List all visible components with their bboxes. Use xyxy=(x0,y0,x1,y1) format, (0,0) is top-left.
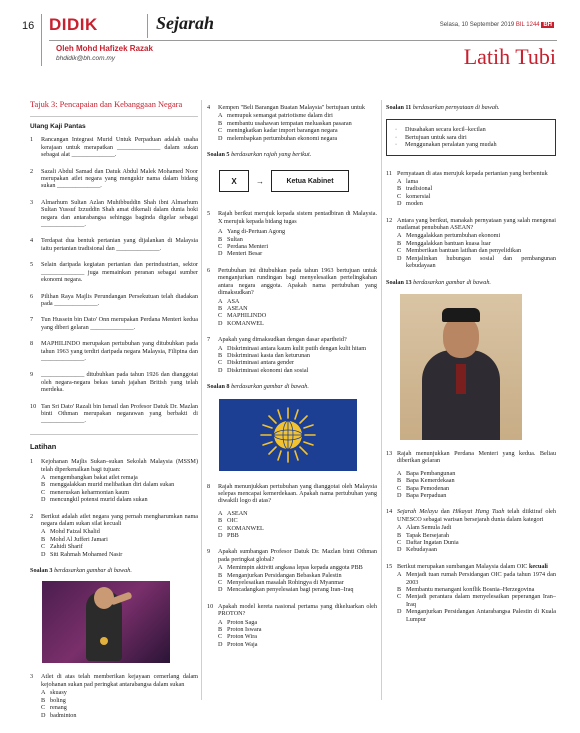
option-d: D Proton Waja xyxy=(218,640,258,648)
column-divider-1 xyxy=(201,100,202,700)
option-d: D Kebudayaan xyxy=(397,546,437,554)
option-a: A skuasy xyxy=(41,689,67,697)
option-b: B Membantu menangani konflik Bosnia–Herzegovina xyxy=(397,586,535,593)
question-text: Rajah menunjukkan pertubuhan yang dianggotai oleh Malaysia selepas mencapai kemerdekaan. Apakah nama pertubuhan yang diwakili logo di atas? xyxy=(218,482,377,505)
topic-title: Tajuk 3: Pencapaian dan Kebanggaan Negara xyxy=(30,100,198,117)
option-c: C Menyelesaikan masalah Rohingya di Myanmar xyxy=(218,579,344,587)
option-c: C Bapa Pemodenan xyxy=(397,484,450,492)
question-text: Sejarah Melayu dan Hikayat Hang Tuah telah diiktiraf oleh UNESCO sebagai warisan bersejarah dunia dalam kategori xyxy=(397,508,557,523)
option-a: A Yang di-Pertuan Agong xyxy=(218,228,286,236)
section-name: DIDIK xyxy=(49,15,98,34)
quick-review-heading: Ulang Kaji Pantas xyxy=(30,123,86,130)
quick-question: 2 Sazali Abdul Samad dan Datuk Abdul Malek Mohamed Noor merupakan atlet negara yang mengukir nama dalam bidang sukan ______________. xyxy=(30,167,198,190)
option-a: A Alam Semula Jadi xyxy=(397,524,452,532)
option-c: C Memberikan bantuan latihan dan penyelidikan xyxy=(397,247,522,255)
option-c: C Daftar Ingatan Dunia xyxy=(397,538,459,546)
column-3 xyxy=(386,104,556,632)
option-b: B membantu usahawan tempatan meluaskan pasaran xyxy=(218,119,352,127)
question-text: Apakah model kereta nasional pertama yang dikeluarkan oleh PROTON? xyxy=(218,602,377,618)
option-b: B Proton Iswara xyxy=(218,626,262,634)
question-text: Berikut adalah atlet negara yang pernah mengharumkan nama negara dalam sukan silat kecuali xyxy=(41,512,198,528)
quick-question: 6 Pilihan Raya Majlis Perundangan Persekutuan telah diadakan pada ______________. xyxy=(30,292,198,307)
diagram-box-ketua-kabinet: Ketua Kabinet xyxy=(271,170,349,192)
question-13: 13 Rajah menunjukkan Perdana Menteri yang kedua. Beliau diberikan gelaran A Bapa Pembangunan B Bapa Kemerdekaan C Bapa Pemodenan D Bapa Perpaduan xyxy=(386,449,556,499)
question-text: Rajah menunjukkan Perdana Menteri yang kedua. Beliau diberikan gelaran xyxy=(397,449,556,465)
option-b: B Diskriminasi kasta dan keturunan xyxy=(218,351,310,359)
cabinet-diagram xyxy=(219,170,377,192)
page-number: 16 xyxy=(22,20,35,32)
option-a: A ASEAN xyxy=(218,509,248,517)
option-c: C renang xyxy=(41,704,67,712)
question-7: 7 Apakah yang dimaksudkan dengan dasar apartheid? A Diskriminasi antara kaum kulit putih dengan kulit hitam B Diskriminasi kasta dan keturunan C Diskriminasi antara gender D Diskriminasi ekonomi dan sosial xyxy=(207,336,377,374)
option-a: A ASA xyxy=(218,297,240,305)
songkok-icon xyxy=(442,308,480,322)
question-text: Berikut merupakan sumbangan Malaysia dalam OIC kecuali xyxy=(397,562,548,570)
question-14: 14 Sejarah Melayu dan Hikayat Hang Tuah telah diiktiraf oleh UNESCO sebagai warisan bersejarah dunia dalam kategori A Alam Semula Jadi B Tapak Bersejarah C Daftar Ingatan Dunia D Kebudayaan xyxy=(386,508,557,554)
column-2 xyxy=(207,104,377,657)
option-c: C Diskriminasi antara gender xyxy=(218,359,295,367)
option-d: D Mencadangkan penyelesaian bagi perang Iran–Iraq xyxy=(218,586,354,594)
option-b: B Sultan xyxy=(218,235,243,243)
question-12: 12 Antara yang berikut, manakah pernyataan yang salah mengenai matlamat penubuhan ASEAN? A Menggalakkan pertumbuhan ekonomi B Menggalakkan bantuan kuasa luar C Memberikan bantuan latihan dan penyelidikan D Menjalinkan hubungan sosial dan pembangunan kebudayaan xyxy=(386,216,556,270)
quick-question: 10 Tan Sri Dato' Razali bin Ismail dan Profesor Datuk Dr. Mazlan binti Othman merupakan negarawan yang berbakti di ______________. xyxy=(30,402,198,425)
option-d: D PBB xyxy=(218,532,239,539)
option-b: B OIC xyxy=(218,517,238,525)
option-a: A Proton Saga xyxy=(218,618,258,626)
author-name: Oleh Mohd Hafizek Razak xyxy=(56,44,153,53)
option-a: A Mohd Faizal Khalid xyxy=(41,528,100,536)
option-a: A lama xyxy=(397,178,419,186)
option-c: C komersial xyxy=(397,192,431,200)
option-c: C MAPHILINDO xyxy=(218,312,267,320)
question-text: Apakah sumbangan Profesor Datuk Dr. Mazlan binti Othman pada peringkat global? xyxy=(218,548,377,563)
question-6: 6 Pertubuhan ini ditubuhkan pada tahun 1963 bertujuan untuk menganjurkan rundingan bagi menyelesaikan pertelingkahan antara negara anggota. Apakah nama pertubuhan yang dimaksudkan? A ASA B ASEAN C MAPHILINDO D KOMANWEL xyxy=(207,266,377,327)
question-9: 9 Apakah sumbangan Profesor Datuk Dr. Mazlan binti Othman pada peringkat global? A Memimpin aktiviti angkasa lepas kepada anggota PBB B Menganjurkan Persidangan Bebaskan Palestin C Menyelesaikan masalah Rohingya di Myanmar D Mencadangkan penyelesaian bagi perang Iran–Iraq xyxy=(207,548,377,594)
statement-item: · Menggunakan peralatan yang mudah xyxy=(395,141,497,149)
quick-question: 1 Rancangan Integrasi Murid Untuk Perpaduan adalah usaha kerajaan untuk merapatkan ______________ dalam sukan sebagai alat ______________. xyxy=(30,136,198,159)
commonwealth-emblem-icon xyxy=(258,405,318,465)
question-11-instruction: Soalan 11 berdasarkan pernyataan di bawah. xyxy=(386,104,500,111)
question-3-instruction: Soalan 3 berdasarkan gambar di bawah. xyxy=(30,567,132,575)
option-c: C Zahidi Sharif xyxy=(41,543,83,551)
subject-title: Sejarah xyxy=(156,13,215,33)
prime-minister-portrait xyxy=(400,294,522,440)
question-text: Rajah berikut merujuk kepada sistem pentadbiran di Malaysia. X merujuk kepada bidang tugas xyxy=(218,210,377,225)
feature-title: Latih Tubi xyxy=(463,44,556,69)
option-b: B Menggalakkan bantuan kuasa luar xyxy=(397,239,491,247)
option-d: D Menteri Besar xyxy=(218,250,263,258)
option-d: D melembapkan pertumbuhan ekonomi negara xyxy=(218,134,338,142)
option-d: D badminton xyxy=(41,711,77,719)
option-c: C Perdana Menteri xyxy=(218,243,269,251)
quick-question: 7 Tun Hussein bin Dato' Onn merupakan Perdana Menteri kedua yang diberi gelaran ______________. xyxy=(30,316,198,331)
dateline xyxy=(440,22,554,28)
question-text: Atlet di atas telah memberikan kejayaan cemerlang dalam kejohanan sukan pad peringkat antarabangsa dalam sukan xyxy=(41,673,198,688)
question-11: 11 Pernyataan di atas merujuk kepada pertanian yang berbentuk A lama B tradisional C komersial D moden xyxy=(386,170,556,208)
page-header xyxy=(0,0,580,68)
question-13-instruction: Soalan 13 berdasarkan gambar di bawah. xyxy=(386,278,491,286)
option-c: C meningkatkan kadar import barangan negara xyxy=(218,127,338,135)
option-d: D Diskriminasi ekonomi dan sosial xyxy=(218,366,309,374)
question-8: 8 Rajah menunjukkan pertubuhan yang dianggotai oleh Malaysia selepas mencapai kemerdekaan. Apakah nama pertubuhan yang diwakili logo di atas? A ASEAN B OIC C KOMANWEL D PBB xyxy=(207,482,377,539)
question-10: 10 Apakah model kereta nasional pertama yang dikeluarkan oleh PROTON? A Proton Saga B Proton Iswara C Proton Wira D Proton Waja xyxy=(207,602,377,648)
statement-item: · Diusahakan secara kecil–kecilan xyxy=(395,126,486,134)
question-1: 1 Kejohanan Majlis Sukan–sukan Sekolah Malaysia (MSSM) telah diperkenalkan bagi tujuan: A mengembangkan bakat atlet remaja B menggalakkan murid melibatkan diri dalam sukan C meneruskan keharmonian kaum D mencungkil potensi murid dalam sukan xyxy=(30,458,198,504)
commonwealth-flag xyxy=(219,399,357,471)
option-d: D moden xyxy=(397,200,423,208)
option-b: B menggalakkan murid melibatkan diri dalam sukan xyxy=(41,481,175,489)
question-text: Kejohanan Majlis Sukan–sukan Sekolah Malaysia (MSSM) telah diperkenalkan bagi tujuan: xyxy=(41,458,198,473)
option-c: C meneruskan keharmonian kaum xyxy=(41,488,130,496)
arrow-right-icon: → xyxy=(256,176,264,186)
question-text: Antara yang berikut, manakah pernyataan yang salah mengenai matlamat penubuhan ASEAN? xyxy=(397,216,556,232)
option-d: D Siti Rahmah Mohamed Nasir xyxy=(41,550,123,558)
author-email: bhdidik@bh.com.my xyxy=(56,55,115,62)
date-text: Selasa, 10 September 2019 xyxy=(439,22,515,28)
statement-item: · Bertujuan untuk sara diri xyxy=(395,133,467,141)
option-a: A mengembangkan bakat atlet remaja xyxy=(41,474,138,481)
quick-question: 9 ______________ ditubuhkan pada tahun 1926 dan dianggotai oleh negara-negara bekas tanah jajahan British yang telah merdeka. xyxy=(30,371,198,394)
option-d: D mencungkil potensi murid dalam sukan xyxy=(41,496,148,504)
option-b: B tradisional xyxy=(397,185,433,193)
question-text: Kempen "Beli Barangan Buatan Malaysia" bertujuan untuk xyxy=(218,104,365,111)
question-4: 4 Kempen "Beli Barangan Buatan Malaysia" bertujuan untuk A memupuk semangat patriotisme dalam diri B membantu usahawan tempatan meluaskan pasaran C meningkatkan kadar import barangan negara D melembapkan pertumbuhan ekonomi negara xyxy=(207,104,377,142)
option-b: B Bapa Kemerdekaan xyxy=(397,477,455,485)
option-c: C Menjadi perantara dalam menyelesaikan peperangan Iran–Iraq xyxy=(397,593,556,608)
option-a: A Memimpin aktiviti angkasa lepas kepada anggota PBB xyxy=(218,564,363,572)
option-b: B Menganjurkan Persidangan Bebaskan Palestin xyxy=(218,571,342,579)
diagram-box-x: X xyxy=(219,170,249,192)
question-5-instruction: Soalan 5 berdasarkan rajah yang berikut. xyxy=(207,151,312,159)
header-rule xyxy=(49,40,557,41)
option-c: C Proton Wira xyxy=(218,633,258,641)
athlete-photo xyxy=(42,581,170,663)
option-a: A Diskriminasi antara kaum kulit putih dengan kulit hitam xyxy=(218,344,367,352)
option-a: A Menjadi tuan rumah Persidangan OIC pada tahun 1974 dan 2003 xyxy=(397,571,556,586)
option-a: A memupuk semangat patriotisme dalam diri xyxy=(218,112,333,120)
question-text: Apakah yang dimaksudkan dengan dasar apartheid? xyxy=(218,336,347,344)
option-a: A Menggalakkan pertumbuhan ekonomi xyxy=(397,232,501,240)
column-1 xyxy=(30,100,198,728)
option-d: D Menganjurkan Persidangan Antarabangsa Palestin di Kuala Lumpur xyxy=(397,608,556,623)
question-3: 3 Atlet di atas telah memberikan kejayaan cemerlang dalam kejohanan sukan pad peringkat antarabangsa dalam sukan A skuasy B boling C renang D badminton xyxy=(30,673,198,719)
option-d: D Menjalinkan hubungan sosial dan pembangunan kebudayaan xyxy=(397,254,556,270)
option-d: D KOMANWEL xyxy=(218,319,264,327)
option-d: D Bapa Perpaduan xyxy=(397,491,447,499)
column-divider-2 xyxy=(381,100,382,700)
statement-box xyxy=(386,119,556,155)
question-8-instruction: Soalan 8 berdasarkan gambar di bawah. xyxy=(207,383,309,391)
option-b: B boling xyxy=(41,696,66,704)
question-2: 2 Berikut adalah atlet negara yang pernah mengharumkan nama negara dalam sukan silat kecuali A Mohd Faizal Khalid B Mohd Al Jufferi Jamari C Zahidi Sharif D Siti Rahmah Mohamed Nasir xyxy=(30,512,198,558)
quick-question: 4 Terdapat dua bentuk pertanian yang dijalankan di Malaysia iaitu pertanian tradisional dan ______________. xyxy=(30,237,198,252)
header-divider xyxy=(41,14,42,66)
question-text: Pertubuhan ini ditubuhkan pada tahun 1963 bertujuan untuk menganjurkan rundingan bagi menyelesaikan pertelingkahan antara negara anggota. Apakah nama pertubuhan yang dimaksudkan? xyxy=(218,266,377,297)
quick-question: 3 Almarhum Sultan Azlan Muhibbuddin Shah ibni Almarhum Sultan Yussuf Izzuddin Shah amat dikenali dalam dunia hoki negara dan antarabangsa sehingga baginda digelar sebagai ______________. xyxy=(30,198,198,229)
bh-logo: BH xyxy=(543,22,552,28)
option-c: C KOMANWEL xyxy=(218,524,264,532)
option-b: B ASEAN xyxy=(218,304,248,312)
question-5: 5 Rajah berikut merujuk kepada sistem pentadbiran di Malaysia. X merujuk kepada bidang tugas A Yang di-Pertuan Agong B Sultan C Perdana Menteri D Menteri Besar xyxy=(207,210,377,258)
option-a: A Bapa Pembangunan xyxy=(397,469,456,477)
quick-question: 5 Selain daripada kegiatan pertanian dan perindustrian, sektor ______________ juga memainkan peranan sebagai sumber ekonomi negara. xyxy=(30,261,198,284)
option-b: B Tapak Bersejarah xyxy=(397,531,450,539)
quick-question: 8 MAPHILINDO merupakan pertubuhan yang ditubuhkan pada tahun 1963 yang terdiri daripada negara Malaysia, Filipina dan ______________. xyxy=(30,340,198,362)
issue-number: BIL 1244 xyxy=(515,22,540,28)
question-15: 15 Berikut merupakan sumbangan Malaysia dalam OIC kecuali A Menjadi tuan rumah Persidangan OIC pada tahun 1974 dan 2003 B Membantu menangani konflik Bosnia–Herzegovina C Menjadi perantara dalam menyelesaikan peperangan Iran–Iraq D Menganjurkan Persidangan Antarabangsa Palestin di Kuala Lumpur xyxy=(386,562,556,623)
question-text: Pernyataan di atas merujuk kepada pertanian yang berbentuk xyxy=(397,169,548,177)
header-divider-2 xyxy=(147,14,148,38)
option-b: B Mohd Al Jufferi Jamari xyxy=(41,535,108,543)
exercise-heading: Latihan xyxy=(30,434,198,450)
